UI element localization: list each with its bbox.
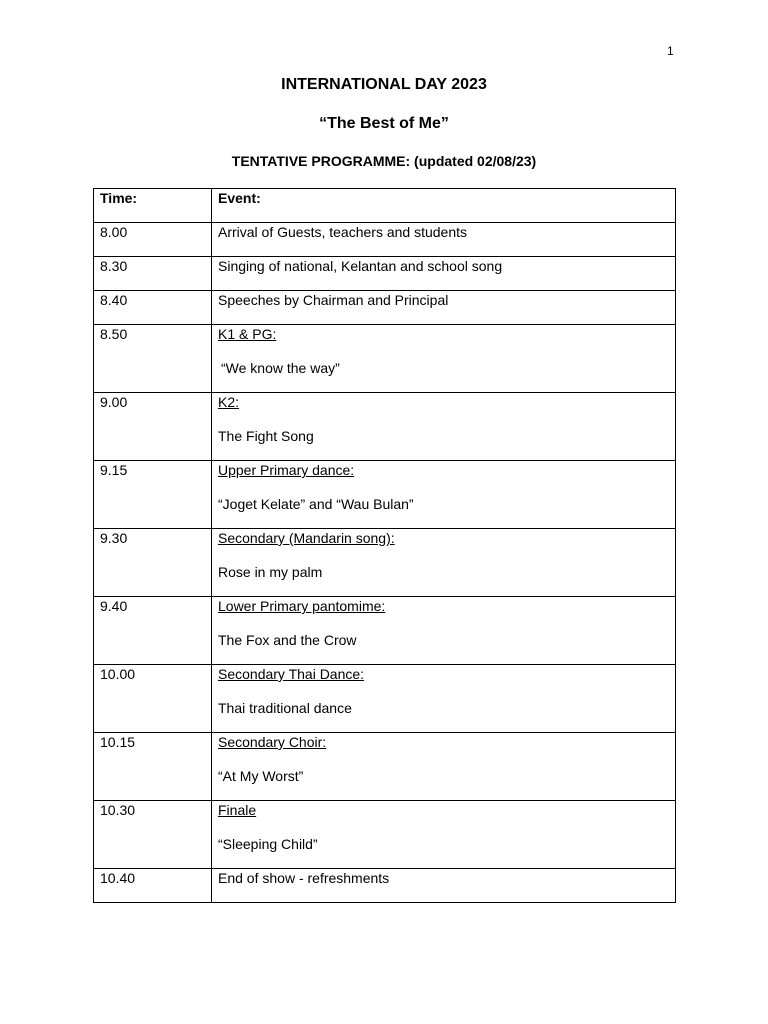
programme-heading: TENTATIVE PROGRAMME: (updated 02/08/23) [231,153,537,169]
row-time: 9.30 [94,529,212,597]
event-column-header: Event: [212,189,676,223]
row-event: Speeches by Chairman and Principal [212,291,676,325]
row-event [212,801,676,869]
table-row [94,461,676,529]
table-row [94,393,676,461]
event-detail: “Sleeping Child” [218,836,318,852]
row-event [212,325,676,393]
event-title: Finale [218,802,257,818]
event-detail: “We know the way” [221,360,340,376]
row-time: 8.00 [94,223,212,257]
table-row [94,325,676,393]
row-time: 10.40 [94,869,212,903]
event-title: K2: [218,394,240,410]
row-time: 10.30 [94,801,212,869]
table-row [94,733,676,801]
table-row [94,801,676,869]
event-title: Secondary Thai Dance: [218,666,365,682]
row-event: Singing of national, Kelantan and school song [212,257,676,291]
event-title: Upper Primary dance: [218,462,355,478]
row-time: 10.15 [94,733,212,801]
programme-table [93,188,676,903]
table-header-row [94,189,676,223]
row-time: 9.15 [94,461,212,529]
event-detail: The Fight Song [218,428,314,444]
event-detail: “Joget Kelate” and “Wau Bulan” [218,496,414,512]
row-event [212,733,676,801]
row-event [212,597,676,665]
row-event [212,529,676,597]
event-title: Secondary (Mandarin song): [218,530,395,546]
row-time: 8.30 [94,257,212,291]
page-number: 1 [667,44,674,58]
table-row [94,257,676,291]
row-time: 9.00 [94,393,212,461]
row-event [212,461,676,529]
row-event: End of show - refreshments [212,869,676,903]
table-row [94,529,676,597]
event-title: Secondary Choir: [218,734,327,750]
table-row [94,291,676,325]
row-event [212,393,676,461]
table-row [94,223,676,257]
row-event: Arrival of Guests, teachers and students [212,223,676,257]
event-title: K1 & PG: [218,326,277,342]
event-detail: “At My Worst” [218,768,304,784]
row-time: 8.40 [94,291,212,325]
row-time: 10.00 [94,665,212,733]
time-column-header: Time: [94,189,212,223]
table-row [94,597,676,665]
table-row [94,665,676,733]
document-subtitle: “The Best of Me” [319,115,449,132]
event-detail: Rose in my palm [218,564,323,580]
event-detail: Thai traditional dance [218,700,352,716]
event-detail: The Fox and the Crow [218,632,357,648]
event-title: Lower Primary pantomime: [218,598,386,614]
row-time: 8.50 [94,325,212,393]
document-title: INTERNATIONAL DAY 2023 [281,76,487,93]
row-event [212,665,676,733]
table-row [94,869,676,903]
row-time: 9.40 [94,597,212,665]
